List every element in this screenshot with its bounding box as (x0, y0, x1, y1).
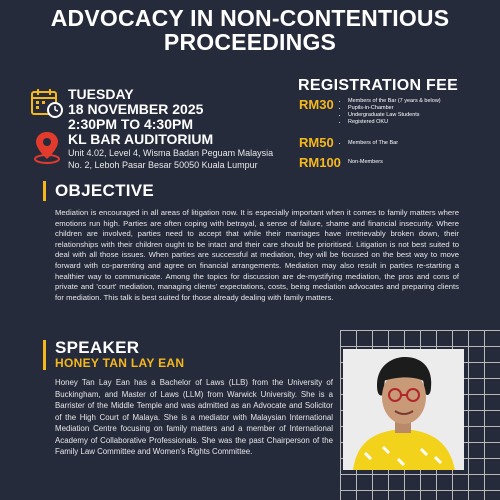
venue-address (68, 147, 273, 171)
venue-address-line1: Unit 4.02, Level 4, Wisma Badan Peguam Malaysia (68, 148, 274, 158)
objective-heading: OBJECTIVE (55, 181, 155, 200)
objective-text: Mediation is encouraged in all areas of litigation now. It is especially important when it comes to family matters where emotions run high. Parties are often coping with betrayal, a sense of failure, shame and financial insecurity. Where children are involved, parties need to accept that while their marriages have irretrievably broken down, their relationships with their children ought to be intact and their care should be prioritised. Litigation is not best suited to deal with all those issues. When parties are successful at mediation, they will be focused on the best way to move forward with co-parenting and agree on financial arrangements. Mediation may also result in parties re-starting a healthier way to communicate. Among the topics for discussion are de-mystifying mediation, the pros and cons of private and 'court' mediation, managing clients' expectations, costs, being mediation advocates and preparing clients for mediation. This talk is best suited for those already dealing with family matters. (55, 208, 459, 302)
venue-address-line2: No. 2, Leboh Pasar Besar 50050 Kuala Lumpur (68, 160, 258, 170)
fee-item: • Registered OKU (348, 119, 441, 126)
fee-items (340, 140, 398, 147)
location-pin-icon (32, 130, 62, 164)
speaker-name: HONEY TAN LAY EAN (55, 356, 185, 370)
fee-item: • Non-Members (348, 159, 383, 166)
event-date: 18 NOVEMBER 2025 (68, 101, 204, 117)
registration-heading: REGISTRATION FEE (298, 77, 459, 94)
calendar-clock-icon (30, 86, 64, 120)
fee-price: RM100 (299, 155, 341, 170)
event-title: ADVOCACY IN NON-CONTENTIOUS PROCEEDINGS (50, 5, 450, 55)
event-day: TUESDAY (68, 86, 134, 102)
fee-items (340, 159, 383, 166)
objective-accent-bar (43, 181, 46, 201)
speaker-heading: SPEAKER (55, 338, 140, 357)
fee-price: RM50 (299, 135, 334, 150)
fee-item: • Members of The Bar (348, 140, 398, 147)
event-datetime (68, 87, 203, 132)
fee-items (340, 98, 441, 126)
fee-item: • Pupils-in-Chamber (348, 105, 441, 112)
speaker-bio: Honey Tan Lay Ean has a Bachelor of Laws (LLB) from the University of Buckingham, and Master of Laws (LLM) from Warwick University. She is a Barrister of the Middle Temple and was admitted as an Advocate and Solicitor of the High Court of Malaya. She is a mediator with Malaysian International Mediation Centre focusing on family matters and a member of International Academy of Collaborative Professionals. She was the past Chairperson of the Family Law Committee and Women's Rights Committee. (55, 378, 333, 456)
speaker-photo (343, 349, 464, 470)
fee-price: RM30 (299, 97, 334, 112)
speaker-portrait (343, 349, 464, 470)
fee-item: • Undergraduate Law Students (348, 112, 441, 119)
event-time: 2:30PM TO 4:30PM (68, 116, 194, 132)
speaker-accent-bar (43, 340, 46, 370)
fee-item: • Members of the Bar (7 years & below) (348, 98, 441, 105)
venue-name: KL BAR AUDITORIUM (68, 131, 214, 147)
